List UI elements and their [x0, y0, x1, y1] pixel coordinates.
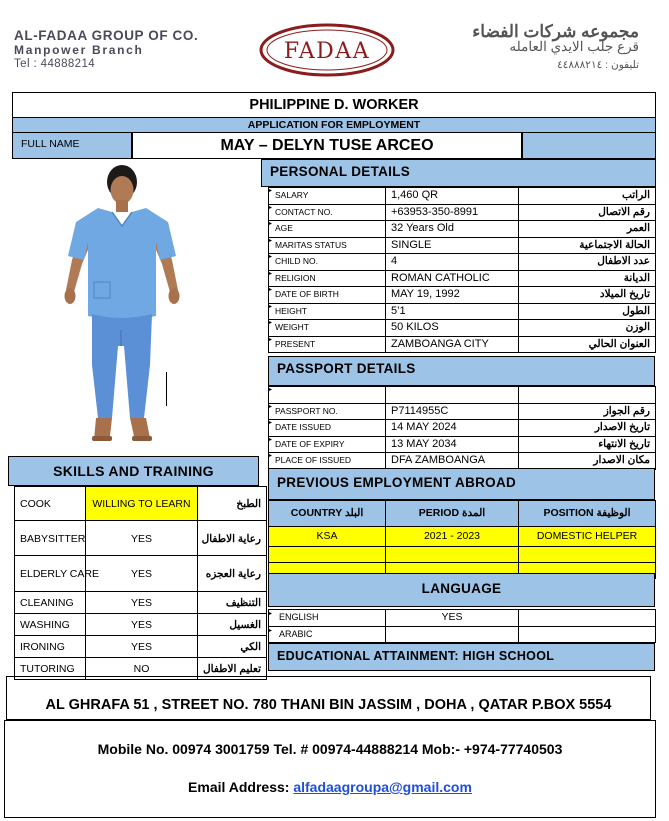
language-extra	[519, 610, 656, 627]
field-label-ar: رقم الاتصال	[519, 204, 656, 221]
worker-photo	[46, 160, 216, 452]
employment-country: KSA	[269, 527, 386, 547]
field-value: 1,460 QR	[386, 188, 519, 205]
field-label-ar: عدد الاطفال	[519, 254, 656, 271]
language-value: YES	[386, 610, 519, 627]
skill-name-ar: رعاية الاطفال	[198, 521, 267, 556]
passport-details-table	[268, 386, 656, 470]
field-label-ar: الديانة	[519, 270, 656, 287]
personal-row	[269, 221, 656, 238]
field-value: 4	[386, 254, 519, 271]
previous-employment-header-row	[269, 501, 656, 527]
employment-position	[519, 547, 656, 563]
skill-name: BABYSITTER	[15, 521, 86, 556]
skill-value: YES	[86, 556, 198, 592]
field-value	[386, 387, 519, 404]
passport-row	[269, 420, 656, 437]
field-value: +63953-350-8991	[386, 204, 519, 221]
field-label: ▸ WEIGHT	[269, 320, 386, 337]
skill-name: CLEANING	[15, 592, 86, 614]
skill-value: NO	[86, 658, 198, 680]
skills-table	[14, 486, 267, 680]
full-name-label: FULL NAME	[12, 133, 132, 159]
personal-row	[269, 237, 656, 254]
previous-employment-heading: PREVIOUS EMPLOYMENT ABROAD	[268, 468, 655, 500]
field-label: ▸ PLACE OF ISSUED	[269, 453, 386, 470]
field-label: ▸ RELIGION	[269, 270, 386, 287]
field-label: ▸ SALARY	[269, 188, 386, 205]
company-name-en: AL-FADAA GROUP OF CO.	[14, 28, 199, 43]
field-label: ▸ DATE ISSUED	[269, 420, 386, 437]
personal-details-heading: PERSONAL DETAILS	[261, 159, 656, 187]
personal-row	[269, 204, 656, 221]
field-value: MAY 19, 1992	[386, 287, 519, 304]
field-label-ar: تاريخ الانتهاء	[519, 436, 656, 453]
form-title: PHILIPPINE D. WORKER	[12, 92, 656, 118]
col-country: COUNTRY البلد	[269, 501, 386, 527]
skill-name: WASHING	[15, 614, 86, 636]
col-position: POSITION الوظيفة	[519, 501, 656, 527]
employment-period: 2021 - 2023	[386, 527, 519, 547]
field-value: 5’1	[386, 303, 519, 320]
field-label-ar: العمر	[519, 221, 656, 238]
personal-row	[269, 303, 656, 320]
employment-period	[386, 547, 519, 563]
employment-country	[269, 547, 386, 563]
personal-row	[269, 270, 656, 287]
skill-row	[15, 556, 267, 592]
phone-numbers: Mobile No. 00974 3001759 Tel. # 00974-44888214 Mob:- +974-77740503	[97, 741, 563, 757]
field-label: ▸ CONTACT NO.	[269, 204, 386, 221]
skills-heading: SKILLS AND TRAINING	[8, 456, 259, 486]
skill-value: YES	[86, 614, 198, 636]
field-label-ar: الحالة الاجتماعية	[519, 237, 656, 254]
skill-row	[15, 487, 267, 521]
form-subtitle: APPLICATION FOR EMPLOYMENT	[12, 118, 656, 133]
language-name: ▸ ARABIC	[269, 626, 386, 643]
email-line	[5, 779, 655, 795]
field-label: ▸ DATE OF BIRTH	[269, 287, 386, 304]
skill-name-ar: الكي	[198, 636, 267, 658]
personal-row	[269, 320, 656, 337]
field-label-ar: الطول	[519, 303, 656, 320]
field-label-ar: الراتب	[519, 188, 656, 205]
col-period: PERIOD المدة	[386, 501, 519, 527]
skill-name: TUTORING	[15, 658, 86, 680]
company-tel-en: Tel : 44888214	[14, 58, 96, 70]
field-value: 14 MAY 2024	[386, 420, 519, 437]
field-value: SINGLE	[386, 237, 519, 254]
skill-name-ar: رعاية العجزه	[198, 556, 267, 592]
company-name-ar: مجموعه شركات الفضاء	[472, 22, 639, 41]
email-link[interactable]: alfadaagroupa@gmail.com	[293, 779, 472, 795]
personal-row	[269, 336, 656, 353]
field-label: ▸ MARITAS STATUS	[269, 237, 386, 254]
full-name-value: MAY – DELYN TUSE ARCEO	[132, 133, 522, 159]
language-row	[269, 610, 656, 627]
personal-row	[269, 287, 656, 304]
passport-row	[269, 453, 656, 470]
language-extra	[519, 626, 656, 643]
education-attainment: EDUCATIONAL ATTAINMENT: HIGH SCHOOL	[268, 643, 655, 671]
skill-row	[15, 521, 267, 556]
skill-name: COOK	[15, 487, 86, 521]
logo-text: FADAA	[283, 39, 371, 64]
field-label	[269, 387, 386, 404]
language-value	[386, 626, 519, 643]
personal-row	[269, 254, 656, 271]
personal-details-table	[268, 187, 656, 353]
passport-details-heading: PASSPORT DETAILS	[268, 356, 655, 386]
field-value: 50 KILOS	[386, 320, 519, 337]
field-value: ROMAN CATHOLIC	[386, 270, 519, 287]
skill-value: YES	[86, 636, 198, 658]
language-heading: LANGUAGE	[268, 573, 655, 607]
branch-name-ar: قرع جلب الايدي العامله	[509, 39, 639, 54]
field-label-ar: الوزن	[519, 320, 656, 337]
branch-name-en: Manpower Branch	[14, 43, 144, 57]
field-label-ar: مكان الاصدار	[519, 453, 656, 470]
personal-row	[269, 188, 656, 205]
field-label: ▸ AGE	[269, 221, 386, 238]
skill-name: IRONING	[15, 636, 86, 658]
email-label: Email Address:	[188, 779, 290, 795]
passport-row	[269, 403, 656, 420]
company-tel-ar: تليفون : ٤٤٨٨٨٢١٤	[557, 59, 639, 71]
field-value: ZAMBOANGA CITY	[386, 336, 519, 353]
field-label-ar: تاريخ الميلاد	[519, 287, 656, 304]
field-label-ar: تاريخ الاصدار	[519, 420, 656, 437]
language-table	[268, 609, 656, 643]
field-label-ar	[519, 387, 656, 404]
text-cursor-mark	[166, 372, 167, 406]
field-value: 32 Years Old	[386, 221, 519, 238]
field-value: P7114955C	[386, 403, 519, 420]
passport-row	[269, 436, 656, 453]
field-label: ▸ DATE OF EXPIRY	[269, 436, 386, 453]
skill-row	[15, 592, 267, 614]
skill-row	[15, 636, 267, 658]
skill-value: YES	[86, 592, 198, 614]
employment-row	[269, 547, 656, 563]
skill-value: WILLING TO LEARN	[86, 487, 198, 521]
field-label: ▸ PASSPORT NO.	[269, 403, 386, 420]
skill-row	[15, 614, 267, 636]
skill-name: ELDERLY CARE	[15, 556, 86, 592]
contact-box	[4, 720, 656, 818]
field-value: 13 MAY 2034	[386, 436, 519, 453]
field-label-ar: العنوان الحالي	[519, 336, 656, 353]
field-label: ▸ CHILD NO.	[269, 254, 386, 271]
skill-name-ar: الطبخ	[198, 487, 267, 521]
fadaa-logo	[258, 22, 396, 78]
field-value: DFA ZAMBOANGA	[386, 453, 519, 470]
company-address: AL GHRAFA 51 , STREET NO. 780 THANI BIN JASSIM , DOHA , QATAR P.BOX 5554	[6, 676, 651, 720]
passport-row	[269, 387, 656, 404]
employment-row	[269, 527, 656, 547]
field-label: ▸ PRESENT	[269, 336, 386, 353]
skill-name-ar: الغسيل	[198, 614, 267, 636]
language-name: ▸ ENGLISH	[269, 610, 386, 627]
field-label-ar: رقم الجواز	[519, 403, 656, 420]
language-row	[269, 626, 656, 643]
previous-employment-table	[268, 500, 656, 579]
full-name-spacer	[522, 133, 656, 159]
skill-name-ar: التنظيف	[198, 592, 267, 614]
employment-position: DOMESTIC HELPER	[519, 527, 656, 547]
skill-name-ar: تعليم الاطفال	[198, 658, 267, 680]
skill-value: YES	[86, 521, 198, 556]
field-label: ▸ HEIGHT	[269, 303, 386, 320]
